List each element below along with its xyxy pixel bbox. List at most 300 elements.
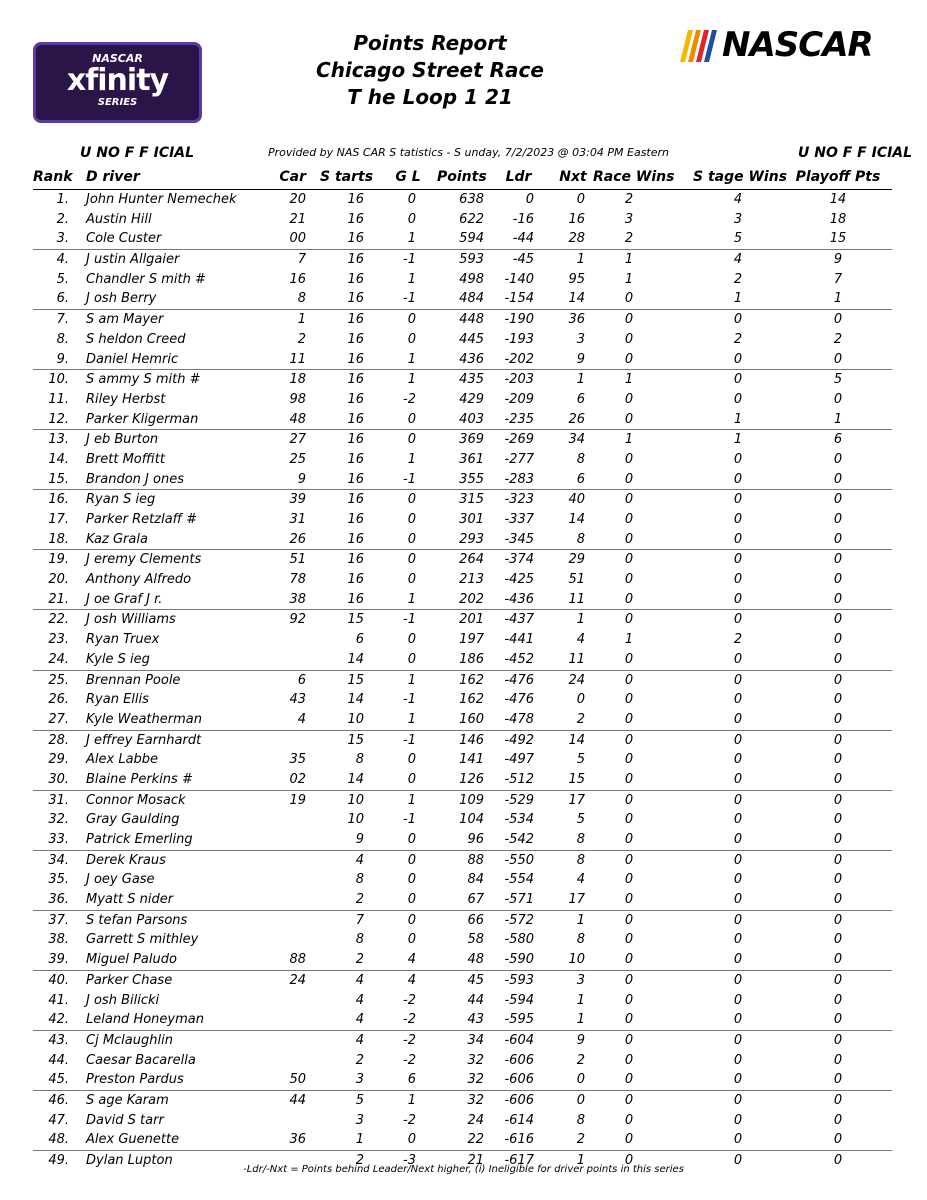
cell-car: 88 xyxy=(289,952,306,968)
table-row xyxy=(33,950,892,971)
cell-rank: 22. xyxy=(48,612,69,628)
table-row xyxy=(33,330,892,350)
cell-playoff-pts: 7 xyxy=(833,271,843,287)
cell-points: 21 xyxy=(467,1153,484,1168)
cell-gl: -1 xyxy=(403,692,416,708)
table-row xyxy=(33,590,892,611)
cell-nxt: 6 xyxy=(576,471,585,487)
cell-playoff-pts: 0 xyxy=(833,591,843,607)
cell-playoff-pts: 0 xyxy=(833,471,843,487)
cell-race-wins: 0 xyxy=(624,771,634,787)
cell-gl: -1 xyxy=(403,732,416,748)
cell-rank: 45. xyxy=(48,1072,69,1088)
cell-stage-wins: 0 xyxy=(733,1112,743,1128)
cell-car: 39 xyxy=(289,492,306,508)
cell-rank: 23. xyxy=(48,632,69,648)
cell-nxt: 4 xyxy=(576,632,585,648)
cell-race-wins: 1 xyxy=(624,632,634,648)
cell-stage-wins: 1 xyxy=(733,411,743,427)
cell-race-wins: 2 xyxy=(624,231,634,247)
nascar-wordmark: NASCAR xyxy=(722,25,873,65)
cell-driver: Parker Retzlaff # xyxy=(86,512,198,527)
cell-gl: -2 xyxy=(403,1032,416,1048)
cell-car: 25 xyxy=(289,451,306,467)
table-row xyxy=(33,971,892,991)
cell-car: 8 xyxy=(297,291,306,307)
cell-ldr: -606 xyxy=(504,1092,534,1108)
cell-points: 160 xyxy=(459,711,484,727)
cell-rank: 41. xyxy=(48,992,69,1008)
cell-race-wins: 1 xyxy=(624,372,634,388)
table-row xyxy=(33,550,892,570)
cell-race-wins: 0 xyxy=(624,591,634,607)
cell-playoff-pts: 6 xyxy=(833,432,843,448)
table-row xyxy=(33,229,892,250)
cell-starts: 7 xyxy=(355,912,364,928)
cell-driver: Ryan S ieg xyxy=(86,492,156,508)
cell-starts: 16 xyxy=(347,572,364,588)
cell-driver: Cj Mclaughlin xyxy=(86,1032,173,1048)
cell-nxt: 15 xyxy=(568,771,585,787)
cell-starts: 2 xyxy=(355,952,364,968)
header-starts: S tarts xyxy=(320,169,374,185)
cell-starts: 16 xyxy=(347,471,364,487)
table-row xyxy=(33,991,892,1011)
table-row xyxy=(33,830,892,851)
cell-ldr: -571 xyxy=(504,892,534,908)
cell-gl: 1 xyxy=(407,1092,416,1108)
cell-driver: Connor Mosack xyxy=(86,792,186,808)
cell-points: 48 xyxy=(467,952,484,968)
cell-driver: Alex Labbe xyxy=(86,752,159,768)
cell-rank: 5. xyxy=(56,271,69,287)
cell-points: 146 xyxy=(459,732,484,748)
cell-starts: 14 xyxy=(347,651,364,667)
cell-stage-wins: 0 xyxy=(733,312,743,328)
cell-gl: 0 xyxy=(407,632,416,648)
cell-nxt: 0 xyxy=(576,1092,585,1108)
cell-gl: 1 xyxy=(407,271,416,287)
cell-ldr: -593 xyxy=(504,972,534,988)
cell-points: 498 xyxy=(459,271,484,287)
cell-points: 58 xyxy=(467,932,484,948)
table-row xyxy=(33,1091,892,1111)
cell-playoff-pts: 0 xyxy=(833,752,843,768)
cell-ldr: -345 xyxy=(504,531,534,547)
cell-driver: Brett Moffitt xyxy=(86,451,165,467)
cell-gl: 0 xyxy=(407,912,416,928)
cell-nxt: 1 xyxy=(576,372,585,388)
cell-stage-wins: 0 xyxy=(733,992,743,1008)
cell-rank: 11. xyxy=(48,391,69,407)
cell-points: 445 xyxy=(459,331,484,347)
cell-race-wins: 3 xyxy=(624,211,634,227)
cell-starts: 16 xyxy=(347,591,364,607)
cell-gl: 1 xyxy=(407,372,416,388)
cell-playoff-pts: 0 xyxy=(833,672,843,688)
cell-starts: 16 xyxy=(347,231,364,247)
cell-stage-wins: 2 xyxy=(733,632,743,648)
cell-ldr: -492 xyxy=(504,732,534,748)
cell-playoff-pts: 0 xyxy=(833,732,843,748)
cell-playoff-pts: 0 xyxy=(833,952,843,968)
header-car: Car xyxy=(279,169,306,185)
cell-starts: 2 xyxy=(355,1153,364,1168)
cell-playoff-pts: 0 xyxy=(833,572,843,588)
cell-stage-wins: 0 xyxy=(733,471,743,487)
cell-driver: S am Mayer xyxy=(86,312,164,328)
cell-gl: 1 xyxy=(407,711,416,727)
cell-playoff-pts: 0 xyxy=(833,1092,843,1108)
cell-race-wins: 0 xyxy=(624,852,634,868)
cell-stage-wins: 0 xyxy=(733,872,743,888)
cell-nxt: 2 xyxy=(576,711,585,727)
cell-rank: 9. xyxy=(56,351,69,367)
cell-car: 16 xyxy=(289,271,306,287)
table-row xyxy=(33,731,892,751)
cell-playoff-pts: 0 xyxy=(833,492,843,508)
cell-stage-wins: 4 xyxy=(733,252,743,268)
cell-gl: 0 xyxy=(407,492,416,508)
cell-playoff-pts: 0 xyxy=(833,872,843,888)
cell-race-wins: 1 xyxy=(624,432,634,448)
cell-race-wins: 0 xyxy=(624,992,634,1008)
cell-playoff-pts: 0 xyxy=(833,892,843,908)
table-row xyxy=(33,490,892,510)
cell-ldr: -337 xyxy=(504,512,534,527)
cell-gl: 0 xyxy=(407,832,416,847)
cell-gl: -3 xyxy=(403,1153,416,1168)
cell-car: 11 xyxy=(289,351,306,367)
cell-starts: 4 xyxy=(355,1032,364,1048)
cell-rank: 6. xyxy=(56,291,69,307)
cell-gl: -2 xyxy=(403,1012,416,1028)
cell-ldr: -323 xyxy=(504,492,534,508)
cell-gl: 0 xyxy=(407,211,416,227)
cell-rank: 31. xyxy=(48,792,69,808)
cell-starts: 8 xyxy=(355,932,364,948)
cell-playoff-pts: 0 xyxy=(833,451,843,467)
cell-stage-wins: 2 xyxy=(733,271,743,287)
cell-points: 201 xyxy=(459,612,484,628)
cell-race-wins: 0 xyxy=(624,1132,634,1148)
cell-nxt: 29 xyxy=(568,552,585,568)
cell-ldr: -590 xyxy=(504,952,534,968)
cell-playoff-pts: 0 xyxy=(833,312,843,328)
cell-race-wins: 1 xyxy=(624,271,634,287)
cell-rank: 49. xyxy=(48,1153,69,1168)
cell-points: 44 xyxy=(467,992,484,1008)
cell-ldr: -550 xyxy=(504,852,534,868)
cell-nxt: 28 xyxy=(568,231,585,247)
cell-rank: 16. xyxy=(48,492,69,508)
cell-gl: 1 xyxy=(407,351,416,367)
cell-nxt: 11 xyxy=(568,591,585,607)
cell-starts: 16 xyxy=(347,492,364,508)
cell-rank: 19. xyxy=(48,552,69,568)
cell-playoff-pts: 0 xyxy=(833,832,843,847)
table-row xyxy=(33,630,892,650)
table-row xyxy=(33,911,892,931)
cell-stage-wins: 0 xyxy=(733,651,743,667)
cell-car: 20 xyxy=(289,192,306,207)
cell-race-wins: 0 xyxy=(624,1112,634,1128)
cell-gl: 1 xyxy=(407,672,416,688)
cell-race-wins: 0 xyxy=(624,612,634,628)
cell-race-wins: 0 xyxy=(624,512,634,527)
cell-ldr: -580 xyxy=(504,932,534,948)
cell-rank: 3. xyxy=(56,231,69,247)
cell-rank: 10. xyxy=(48,372,69,388)
cell-driver: Miguel Paludo xyxy=(86,952,177,968)
cell-gl: -1 xyxy=(403,252,416,268)
cell-nxt: 40 xyxy=(568,492,585,508)
cell-race-wins: 0 xyxy=(624,692,634,708)
cell-driver: Preston Pardus xyxy=(86,1072,184,1088)
cell-race-wins: 0 xyxy=(624,792,634,808)
cell-stage-wins: 3 xyxy=(733,211,743,227)
cell-car: 9 xyxy=(297,471,306,487)
table-row xyxy=(33,470,892,491)
cell-stage-wins: 0 xyxy=(733,372,743,388)
cell-rank: 2. xyxy=(56,211,69,227)
cell-stage-wins: 0 xyxy=(733,1072,743,1088)
cell-nxt: 14 xyxy=(568,291,585,307)
cell-starts: 3 xyxy=(355,1072,364,1088)
cell-rank: 27. xyxy=(48,711,69,727)
table-row xyxy=(33,610,892,630)
table-row xyxy=(33,930,892,950)
cell-driver: S heldon Creed xyxy=(86,331,186,347)
report-titles xyxy=(300,30,560,111)
cell-car: 98 xyxy=(289,391,306,407)
cell-playoff-pts: 0 xyxy=(833,692,843,708)
cell-driver: J eb Burton xyxy=(86,432,159,448)
cell-starts: 8 xyxy=(355,752,364,768)
cell-starts: 4 xyxy=(355,1012,364,1028)
cell-stage-wins: 0 xyxy=(733,591,743,607)
cell-points: 34 xyxy=(467,1032,484,1048)
cell-stage-wins: 0 xyxy=(733,1092,743,1108)
cell-race-wins: 0 xyxy=(624,552,634,568)
cell-race-wins: 0 xyxy=(624,952,634,968)
cell-gl: -1 xyxy=(403,612,416,628)
cell-rank: 20. xyxy=(48,572,69,588)
cell-stage-wins: 0 xyxy=(733,711,743,727)
cell-stage-wins: 0 xyxy=(733,952,743,968)
cell-points: 315 xyxy=(459,492,484,508)
cell-nxt: 26 xyxy=(568,411,585,427)
cell-rank: 26. xyxy=(48,692,69,708)
cell-rank: 8. xyxy=(56,331,69,347)
cell-car: 26 xyxy=(289,531,306,547)
cell-rank: 46. xyxy=(48,1092,69,1108)
table-row xyxy=(33,791,892,811)
table-row xyxy=(33,289,892,310)
cell-points: 638 xyxy=(459,192,484,207)
cell-nxt: 5 xyxy=(576,812,585,828)
header-points: Points xyxy=(437,169,487,185)
cell-ldr: -16 xyxy=(512,211,534,227)
cell-rank: 18. xyxy=(48,531,69,547)
cell-race-wins: 0 xyxy=(624,331,634,347)
cell-ldr: -478 xyxy=(504,711,534,727)
table-row xyxy=(33,210,892,230)
cell-nxt: 1 xyxy=(576,612,585,628)
cell-gl: -1 xyxy=(403,471,416,487)
cell-gl: 0 xyxy=(407,852,416,868)
cell-stage-wins: 0 xyxy=(733,572,743,588)
cell-ldr: 0 xyxy=(525,192,534,207)
cell-points: 32 xyxy=(467,1052,484,1068)
cell-gl: -1 xyxy=(403,812,416,828)
cell-stage-wins: 0 xyxy=(733,512,743,527)
cell-driver: Ryan Truex xyxy=(86,632,160,648)
cell-ldr: -283 xyxy=(504,471,534,487)
header-ldr: Ldr xyxy=(505,169,532,185)
cell-ldr: -209 xyxy=(504,391,534,407)
cell-ldr: -425 xyxy=(504,572,534,588)
cell-driver: Blaine Perkins # xyxy=(86,771,193,787)
cell-driver: J oey Gase xyxy=(86,872,155,888)
cell-playoff-pts: 0 xyxy=(833,912,843,928)
unofficial-label-left: U NO F F ICIAL xyxy=(80,145,195,161)
cell-starts: 9 xyxy=(355,832,364,847)
cell-ldr: -512 xyxy=(504,771,534,787)
table-row xyxy=(33,530,892,551)
cell-playoff-pts: 0 xyxy=(833,512,843,527)
cell-stage-wins: 0 xyxy=(733,672,743,688)
cell-nxt: 24 xyxy=(568,672,585,688)
cell-nxt: 8 xyxy=(576,531,585,547)
cell-points: 186 xyxy=(459,651,484,667)
cell-playoff-pts: 0 xyxy=(833,932,843,948)
cell-nxt: 8 xyxy=(576,451,585,467)
table-row xyxy=(33,1010,892,1031)
cell-playoff-pts: 0 xyxy=(833,1052,843,1068)
cell-driver: Ryan Ellis xyxy=(86,692,149,708)
cell-points: 32 xyxy=(467,1072,484,1088)
cell-ldr: -476 xyxy=(504,692,534,708)
cell-race-wins: 0 xyxy=(624,531,634,547)
cell-ldr: -374 xyxy=(504,552,534,568)
table-row xyxy=(33,270,892,290)
cell-gl: 0 xyxy=(407,872,416,888)
cell-stage-wins: 0 xyxy=(733,1052,743,1068)
cell-starts: 1 xyxy=(355,1132,364,1148)
cell-rank: 44. xyxy=(48,1052,69,1068)
cell-starts: 16 xyxy=(347,411,364,427)
cell-race-wins: 0 xyxy=(624,932,634,948)
cell-gl: 0 xyxy=(407,892,416,908)
cell-car: 19 xyxy=(289,792,306,808)
table-row xyxy=(33,570,892,590)
cell-nxt: 34 xyxy=(568,432,585,448)
table-row xyxy=(33,750,892,770)
provided-by-text: Provided by NAS CAR S tatistics - S unday, 7/2/2023 @ 03:04 PM Eastern xyxy=(268,146,669,159)
cell-nxt: 0 xyxy=(576,692,585,708)
table-row xyxy=(33,1031,892,1051)
cell-ldr: -534 xyxy=(504,812,534,828)
cell-race-wins: 0 xyxy=(624,1032,634,1048)
cell-points: 435 xyxy=(459,372,484,388)
cell-playoff-pts: 0 xyxy=(833,552,843,568)
cell-nxt: 9 xyxy=(576,1032,585,1048)
cell-starts: 16 xyxy=(347,312,364,328)
cell-stage-wins: 0 xyxy=(733,972,743,988)
cell-rank: 25. xyxy=(48,672,69,688)
cell-driver: S ammy S mith # xyxy=(86,372,201,388)
cell-points: 403 xyxy=(459,411,484,427)
cell-nxt: 51 xyxy=(568,572,585,588)
cell-playoff-pts: 0 xyxy=(833,792,843,808)
cell-playoff-pts: 1 xyxy=(833,291,843,307)
cell-ldr: -235 xyxy=(504,411,534,427)
cell-starts: 16 xyxy=(347,192,364,207)
cell-race-wins: 0 xyxy=(624,351,634,367)
cell-starts: 16 xyxy=(347,331,364,347)
cell-stage-wins: 0 xyxy=(733,612,743,628)
cell-points: 594 xyxy=(459,231,484,247)
cell-race-wins: 0 xyxy=(624,1092,634,1108)
cell-points: 448 xyxy=(459,312,484,328)
table-row xyxy=(33,450,892,470)
cell-race-wins: 0 xyxy=(624,1153,634,1168)
table-row xyxy=(33,390,892,410)
cell-gl: 0 xyxy=(407,432,416,448)
cell-ldr: -193 xyxy=(504,331,534,347)
cell-playoff-pts: 0 xyxy=(833,1012,843,1028)
cell-playoff-pts: 14 xyxy=(829,192,847,207)
cell-car: 44 xyxy=(289,1092,306,1108)
cell-rank: 36. xyxy=(48,892,69,908)
cell-car: 18 xyxy=(289,372,306,388)
cell-points: 162 xyxy=(459,692,484,708)
cell-race-wins: 0 xyxy=(624,752,634,768)
cell-car: 7 xyxy=(297,252,306,268)
cell-driver: Kyle S ieg xyxy=(86,651,150,667)
cell-rank: 7. xyxy=(56,312,69,328)
cell-car: 51 xyxy=(289,552,306,568)
cell-points: 32 xyxy=(467,1092,484,1108)
table-row xyxy=(33,1051,892,1071)
cell-ldr: -604 xyxy=(504,1032,534,1048)
cell-driver: Gray Gaulding xyxy=(86,812,180,828)
cell-gl: 6 xyxy=(407,1072,416,1088)
cell-playoff-pts: 0 xyxy=(833,351,843,367)
cell-driver: John Hunter Nemechek xyxy=(86,192,237,207)
cell-playoff-pts: 0 xyxy=(833,1032,843,1048)
cell-rank: 1. xyxy=(56,192,69,207)
cell-race-wins: 0 xyxy=(624,832,634,847)
table-row xyxy=(33,650,892,671)
report-title: Points Report xyxy=(353,31,507,55)
cell-stage-wins: 4 xyxy=(733,192,743,207)
cell-gl: 0 xyxy=(407,331,416,347)
cell-gl: -2 xyxy=(403,992,416,1008)
table-header xyxy=(33,168,892,190)
cell-gl: 0 xyxy=(407,932,416,948)
cell-nxt: 8 xyxy=(576,1112,585,1128)
cell-stage-wins: 2 xyxy=(733,331,743,347)
xfinity-series-logo xyxy=(33,42,202,123)
nascar-logo xyxy=(678,25,878,65)
cell-starts: 10 xyxy=(347,792,364,808)
cell-driver: Daniel Hemric xyxy=(86,351,179,367)
cell-rank: 13. xyxy=(48,432,69,448)
header-driver: D river xyxy=(86,169,140,185)
cell-ldr: -436 xyxy=(504,591,534,607)
